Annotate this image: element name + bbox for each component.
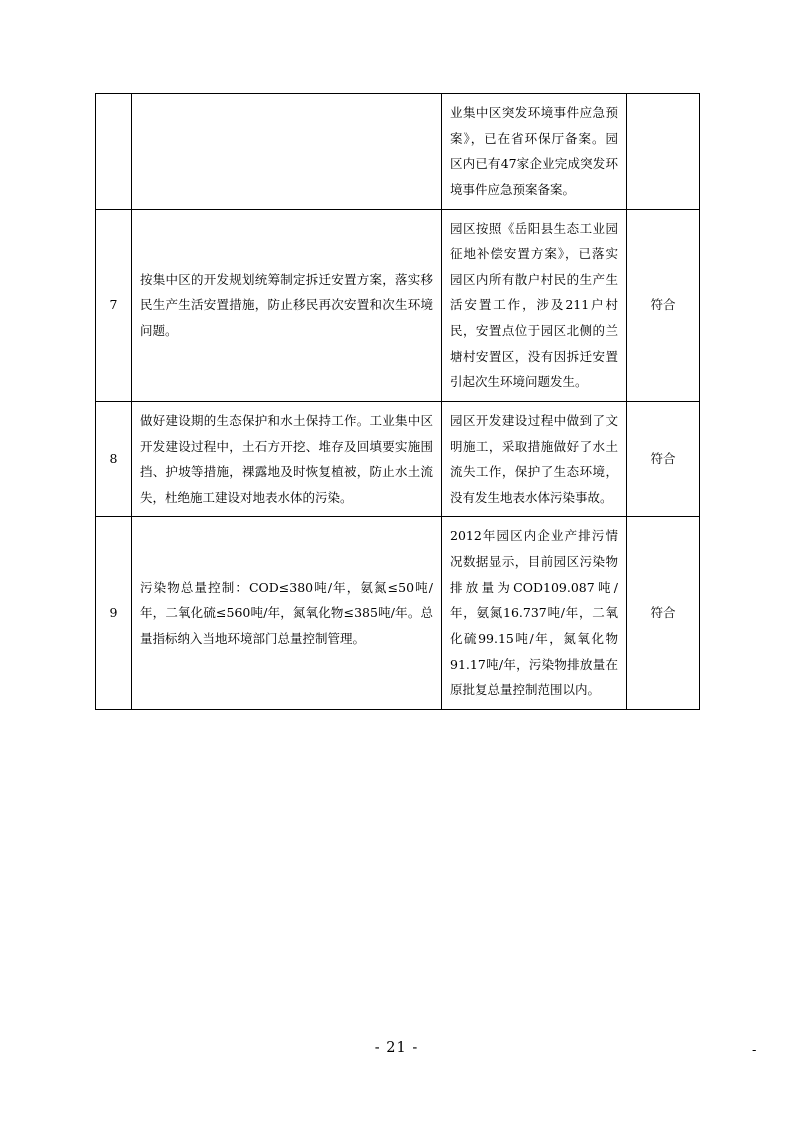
page-number: - 21 - bbox=[374, 1040, 419, 1056]
table-row bbox=[96, 401, 700, 517]
row-requirement: 做好建设期的生态保护和水土保持工作。工业集中区开发建设过程中，土石方开挖、堆存及回填要实施围挡、护坡等措施，裸露地及时恢复植被，防止水土流失，杜绝施工建设对地表水体的污染。 bbox=[132, 401, 442, 517]
row-status: 业集中区突发环境事件应急预案》，已在省环保厅备案。园区内已有47家企业完成突发环境事件应急预案备案。 bbox=[442, 94, 627, 210]
table-row bbox=[96, 94, 700, 210]
compliance-table bbox=[95, 93, 700, 710]
edge-mark: - bbox=[752, 1043, 757, 1058]
row-number bbox=[96, 94, 132, 210]
row-status: 园区开发建设过程中做到了文明施工，采取措施做好了水土流失工作，保护了生态环境，没有发生地表水体污染事故。 bbox=[442, 401, 627, 517]
row-requirement: 按集中区的开发规划统筹制定拆迁安置方案，落实移民生产生活安置措施，防止移民再次安置和次生环境问题。 bbox=[132, 209, 442, 401]
row-conclusion: 符合 bbox=[627, 401, 700, 517]
row-number: 7 bbox=[96, 209, 132, 401]
row-status: 园区按照《岳阳县生态工业园征地补偿安置方案》，已落实园区内所有散户村民的生产生活安置工作，涉及211户村民，安置点位于园区北侧的兰塘村安置区，没有因拆迁安置引起次生环境问题发生。 bbox=[442, 209, 627, 401]
table-row bbox=[96, 209, 700, 401]
row-conclusion: 符合 bbox=[627, 209, 700, 401]
row-number: 9 bbox=[96, 517, 132, 709]
row-status: 2012年园区内企业产排污情况数据显示，目前园区污染物排放量为COD109.087吨/年，氨氮16.737吨/年，二氧化硫99.15吨/年，氮氧化物91.17吨/年，污染物排放量在原批复总量控制范围以内。 bbox=[442, 517, 627, 709]
row-requirement: 污染物总量控制：COD≤380吨/年，氨氮≤50吨/年，二氧化硫≤560吨/年，氮氧化物≤385吨/年。总量指标纳入当地环境部门总量控制管理。 bbox=[132, 517, 442, 709]
row-conclusion: 符合 bbox=[627, 517, 700, 709]
table-row bbox=[96, 517, 700, 709]
row-number: 8 bbox=[96, 401, 132, 517]
row-requirement bbox=[132, 94, 442, 210]
row-conclusion bbox=[627, 94, 700, 210]
